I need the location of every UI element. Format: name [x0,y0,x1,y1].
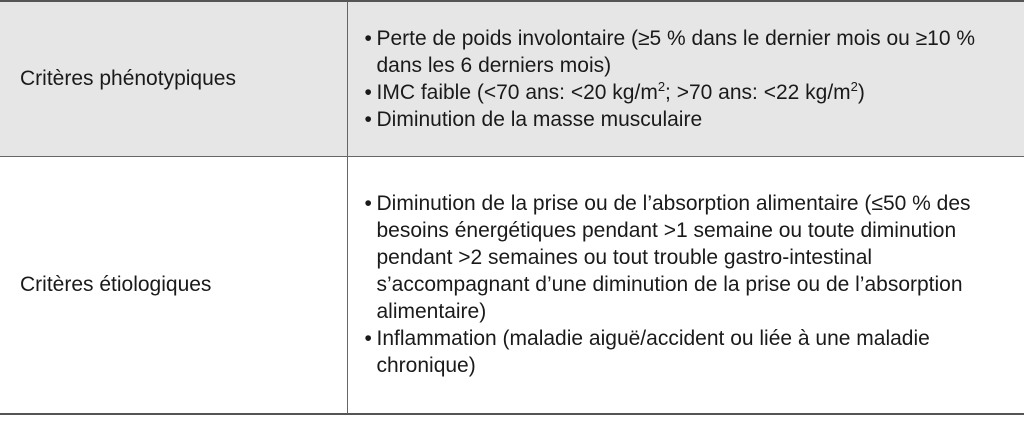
item-text-part: IMC faible (<70 ans: <20 kg/m [376,80,658,104]
item-text-part: ; >70 ans: <22 kg/m [665,80,851,104]
row-items-cell [347,1,1024,156]
item-text-part: ) [857,80,865,104]
list-item [365,79,1005,106]
row-label: Critères étiologiques [0,156,347,414]
item-text: Perte de poids involontaire (≥5 % dans le dernier mois ou ≥10 % dans les 6 derniers mois) [376,26,976,77]
table-row [0,1,1024,156]
criteria-list [365,190,1005,379]
criteria-list [365,25,1005,133]
bullet-icon: • [364,26,372,50]
item-text: Diminution de la prise ou de l’absorption alimentaire (≤50 % des besoins énergétiques pendant >1 semaine ou toute diminution pendant >2 semaines ou tout trouble gastro-intestinal s’accompagnant d’une diminution de la prise ou de l’absorption alimentaire) [376,192,971,324]
item-text: Diminution de la masse musculaire [376,107,703,131]
row-label: Critères phénotypiques [0,1,347,156]
list-item [365,190,1005,325]
item-text: Inflammation (maladie aiguë/accident ou liée à une maladie chronique) [376,327,930,378]
bullet-icon: • [364,80,372,104]
list-item [365,106,1005,133]
list-item [365,325,1005,379]
bullet-icon: • [364,192,372,216]
superscript: 2 [657,78,666,94]
bullet-icon: • [364,107,372,131]
table-row [0,156,1024,414]
row-items-cell [347,156,1024,414]
superscript: 2 [850,78,858,94]
bullet-icon: • [364,327,372,351]
list-item [365,25,1005,79]
